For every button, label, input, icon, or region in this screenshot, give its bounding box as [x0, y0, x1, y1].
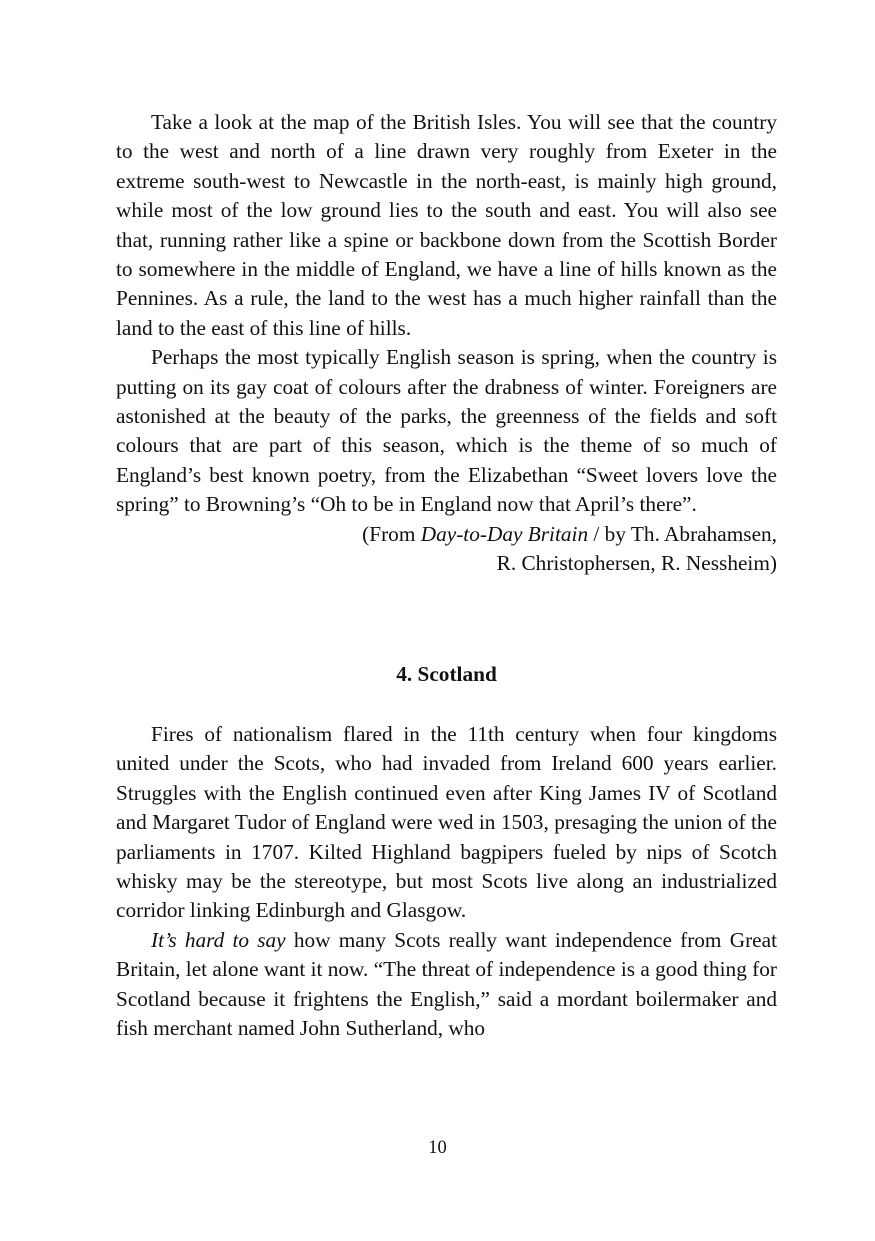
paragraph-english-spring: Perhaps the most typically English season is spring, when the country is putting on its gay coat of colours after the drabness of winter. Foreigners are astonished at the beauty of the parks, the greenness of the fields and soft colours that are part of this season, which is the theme of so much of England’s best known poetry, from the Elizabethan “Sweet lovers love the spring” to Browning’s “Oh to be in England now that April’s there”.: [116, 345, 777, 517]
citation-prefix: (From: [362, 521, 421, 546]
source-citation-line2: R. Christophersen, R. Nessheim): [496, 551, 777, 576]
citation-authors: / by Th. Abrahamsen,: [588, 521, 777, 546]
paragraph-map-british-isles: Take a look at the map of the British Isles. You will see that the country to the west and north of a line drawn very roughly from Exeter in the extreme south-west to Newcastle in the north-east, is mainly high ground, while most of the low ground lies to the south and east. You will also see that, running rather like a spine or backbone down from the Scottish Border to somewhere in the middle of England, we have a line of hills known as the Pennines. As a rule, the land to the west has a much higher rainfall than the land to the east of this line of hills.: [116, 110, 777, 340]
paragraph-scottish-nationalism: Fires of nationalism flared in the 11th century when four kingdoms united under the Scots, who had invaded from Ireland 600 years earlier. Struggles with the English continued even after King James IV of Scotland and Margaret Tudor of England were wed in 1503, presaging the union of the parliaments in 1707. Kilted Highland bagpipers fueled by nips of Scotch whisky may be the stereotype, but most Scots live along an industrialized corridor linking Edinburgh and Glasgow.: [116, 721, 777, 923]
section-heading-scotland: 4. Scotland: [396, 661, 497, 686]
document-page: [116, 108, 777, 1043]
source-citation: [116, 520, 777, 549]
paragraph-continuation: how many Scots really want independence from Great Britain, let alone want it now. “The threat of independence is a good thing for Scotland because it frightens the English,” said a mordant boilermaker and fish merchant named John Sutherland, who: [116, 927, 777, 1040]
citation-book-title: Day-to-Day Britain: [420, 521, 589, 546]
page-number: 10: [428, 1138, 447, 1158]
paragraph-scottish-independence: [116, 926, 777, 1044]
italic-lead-phrase: It’s hard to say: [151, 927, 286, 952]
